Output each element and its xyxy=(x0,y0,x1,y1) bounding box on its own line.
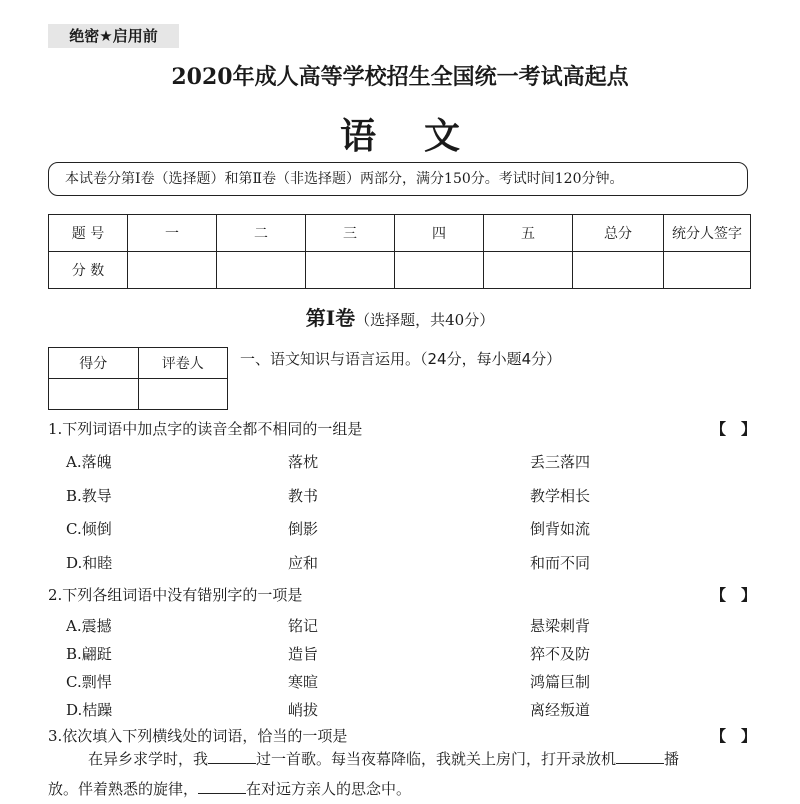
score-table-header-row xyxy=(49,215,751,252)
answer-bracket-1[interactable]: 【 】 xyxy=(711,420,757,438)
score-row-label: 分 数 xyxy=(49,252,128,289)
grader-reviewer-cell[interactable] xyxy=(138,379,228,410)
q3-blank-2[interactable] xyxy=(616,749,664,764)
q2-option-c-word2: 寒暄 xyxy=(288,673,319,691)
score-input-cell[interactable] xyxy=(395,252,484,289)
volume-heading xyxy=(0,302,800,331)
q1-option-c: C.倾倒 xyxy=(66,520,112,538)
score-input-cell[interactable] xyxy=(128,252,217,289)
q2-option-d-word3: 离经叛道 xyxy=(530,701,591,719)
q1-option-b-word2: 教书 xyxy=(288,487,319,505)
q2-option-a: A.震撼 xyxy=(66,617,112,635)
q3-passage-part: 在对远方亲人的思念中。 xyxy=(246,780,412,798)
q2-option-d: D.桔躁 xyxy=(66,701,113,719)
score-input-cell[interactable] xyxy=(664,252,751,289)
q1-option-b: B.教导 xyxy=(66,487,112,505)
q2-option-b: B.翩跹 xyxy=(66,645,112,663)
score-input-cell[interactable] xyxy=(306,252,395,289)
question-3: 3.依次填入下列横线处的词语，恰当的一项是 xyxy=(48,727,348,745)
score-header-cell: 五 xyxy=(484,215,573,252)
score-table-value-row xyxy=(49,252,751,289)
q3-blank-3[interactable] xyxy=(198,779,246,794)
grader-table xyxy=(48,347,228,410)
exam-notice: 本试卷分第Ⅰ卷（选择题）和第Ⅱ卷（非选择题）两部分，满分150分。考试时间120分钟。 xyxy=(48,162,748,196)
q2-option-b-word2: 造旨 xyxy=(288,645,319,663)
answer-bracket-3[interactable]: 【 】 xyxy=(711,727,757,745)
q1-option-a-word2: 落枕 xyxy=(288,453,319,471)
q2-option-a-word3: 悬梁刺背 xyxy=(530,617,591,635)
q1-option-c-word2: 倒影 xyxy=(288,520,319,538)
q3-passage-part: 放。伴着熟悉的旋律， xyxy=(48,780,199,798)
score-header-cell: 二 xyxy=(217,215,306,252)
score-input-cell[interactable] xyxy=(217,252,306,289)
q3-passage-part: 过一首歌。每当夜幕降临，我就关上房门，打开录放机 xyxy=(256,750,617,768)
grader-score-label: 得分 xyxy=(49,348,139,379)
grader-reviewer-label: 评卷人 xyxy=(138,348,228,379)
q3-passage-part: 在异乡求学时，我 xyxy=(88,750,209,768)
score-table xyxy=(48,214,751,289)
volume-title: 第Ⅰ卷 xyxy=(305,306,356,330)
q1-option-b-word3: 教学相长 xyxy=(530,487,591,505)
q2-option-b-word3: 猝不及防 xyxy=(530,645,591,663)
section-title: 一、语文知识与语言运用。（24分，每小题4分） xyxy=(240,350,562,368)
confidential-badge: 绝密★启用前 xyxy=(48,24,179,48)
score-header-cell: 三 xyxy=(306,215,395,252)
q1-option-d: D.和睦 xyxy=(66,554,113,572)
score-header-cell: 题 号 xyxy=(49,215,128,252)
exam-title: 2020年成人高等学校招生全国统一考试高起点 xyxy=(171,64,629,90)
volume-note: （选择题，共40分） xyxy=(355,311,495,329)
q2-option-c: C.剽悍 xyxy=(66,673,112,691)
score-header-cell: 统分人签字 xyxy=(664,215,751,252)
q1-option-c-word3: 倒背如流 xyxy=(530,520,591,538)
q3-passage xyxy=(48,744,753,804)
question-1: 1.下列词语中加点字的读音全都不相同的一组是 xyxy=(48,420,363,438)
score-input-cell[interactable] xyxy=(573,252,664,289)
q1-option-d-word3: 和而不同 xyxy=(530,554,591,572)
question-2: 2.下列各组词语中没有错别字的一项是 xyxy=(48,586,303,604)
score-header-cell: 四 xyxy=(395,215,484,252)
score-input-cell[interactable] xyxy=(484,252,573,289)
q3-blank-1[interactable] xyxy=(208,749,256,764)
q2-option-c-word3: 鸿篇巨制 xyxy=(530,673,591,691)
q2-option-d-word2: 峭拔 xyxy=(288,701,319,719)
q1-option-a-word3: 丢三落四 xyxy=(530,453,591,471)
answer-bracket-2[interactable]: 【 】 xyxy=(711,586,757,604)
grader-score-cell[interactable] xyxy=(49,379,139,410)
score-header-cell: 一 xyxy=(128,215,217,252)
subject-title: 语文 xyxy=(339,115,508,157)
q3-passage-part: 播 xyxy=(664,750,680,768)
q2-option-a-word2: 铭记 xyxy=(288,617,319,635)
score-header-cell: 总分 xyxy=(573,215,664,252)
q1-option-d-word2: 应和 xyxy=(288,554,319,572)
q1-option-a: A.落魄 xyxy=(66,453,112,471)
